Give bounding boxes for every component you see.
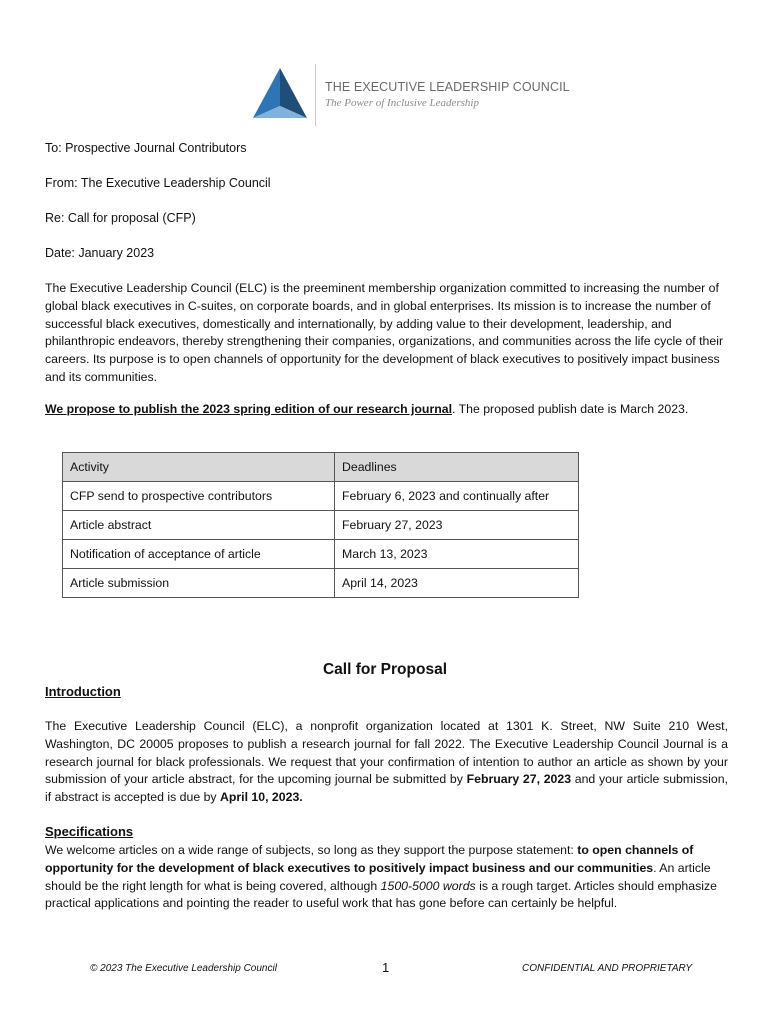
logo-org-name: THE EXECUTIVE LEADERSHIP COUNCIL — [325, 80, 570, 94]
table-row — [63, 540, 579, 569]
page-number: 1 — [382, 960, 390, 975]
proposal-highlight: We propose to publish the 2023 spring edition of our research journal — [45, 402, 452, 416]
table-row — [63, 511, 579, 540]
spec-text-3: is a rough target. Articles should emphasize practical applications and pointing the reader to useful work that has gone before can certainly be helpful. — [45, 878, 717, 911]
activity-cell: Article abstract — [63, 511, 335, 540]
table-row — [63, 482, 579, 511]
spec-text-2: . An article should be the right length for what is being covered, although — [45, 860, 711, 893]
cfp-title: Call for Proposal — [322, 661, 448, 678]
memo-from: From: The Executive Leadership Council — [45, 176, 271, 190]
memo-re: Re: Call for proposal (CFP) — [45, 211, 196, 225]
activity-cell: Notification of acceptance of article — [63, 540, 335, 569]
deadline-cell: April 14, 2023 — [335, 569, 579, 598]
activity-cell: Article submission — [63, 569, 335, 598]
deadline-cell: February 27, 2023 — [335, 511, 579, 540]
proposal-rest: . The proposed publish date is March 2023. — [452, 402, 689, 416]
intro-paragraph: The Executive Leadership Council (ELC) is the preeminent membership organization committed to increasing the number of global black executives in C-suites, on corporate boards, and in global enterprises. Its mission is to increase the number of successful black executives, domestically and internationally, by adding value to their development, leadership, and philanthropic endeavors, thereby strengthening their companies, organizations, and communities across the life cycle of their careers. Its purpose is to open channels of opportunity for the development of black executives to positively impact business and its communities. — [45, 281, 724, 384]
proposal-statement — [45, 402, 688, 416]
header-deadlines: Deadlines — [335, 453, 579, 482]
logo-divider — [315, 64, 316, 126]
logo-tagline: The Power of Inclusive Leadership — [325, 97, 479, 109]
word-count-target: 1500-5000 words — [380, 878, 476, 893]
triangle-logo-icon — [253, 68, 307, 120]
deadline-cell: March 13, 2023 — [335, 540, 579, 569]
header-activity: Activity — [63, 453, 335, 482]
footer-confidential: CONFIDENTIAL AND PROPRIETARY — [522, 963, 693, 974]
elc-logo — [253, 64, 570, 128]
memo-to: To: Prospective Journal Contributors — [45, 141, 247, 155]
intro-text-1: The Executive Leadership Council (ELC), a nonprofit organization located at 1301 K. Street, NW Suite 210 West, Washington, DC 20005 proposes to publish a research journal for fall 2022. The Executive Leadership Council Journal is a research journal for black professionals. We request that your confirmation of intention to author an article as shown by your submission of your article abstract, for the upcoming journal be submitted by — [45, 719, 728, 787]
intro-text-2: and your article submission, if abstract is accepted is due by — [45, 772, 728, 805]
schedule-table — [62, 452, 579, 598]
purpose-statement: to open channels of opportunity for the development of black executives to positively impact business and our communities — [45, 843, 694, 875]
specifications-paragraph — [45, 842, 728, 913]
memo-date: Date: January 2023 — [45, 246, 155, 260]
introduction-paragraph — [45, 718, 728, 807]
footer-copyright: © 2023 The Executive Leadership Council — [90, 963, 277, 974]
introduction-heading: Introduction — [45, 684, 121, 699]
spec-text-1: We welcome articles on a wide range of subjects, so long as they support the purpose statement: — [45, 843, 578, 857]
submission-deadline: April 10, 2023. — [219, 790, 303, 805]
deadline-cell: February 6, 2023 and continually after — [335, 482, 579, 511]
activity-cell: CFP send to prospective contributors — [63, 482, 335, 511]
table-row — [63, 569, 579, 598]
table-header-row — [63, 453, 579, 482]
specifications-heading: Specifications — [45, 824, 134, 839]
abstract-deadline: February 27, 2023 — [466, 772, 572, 787]
